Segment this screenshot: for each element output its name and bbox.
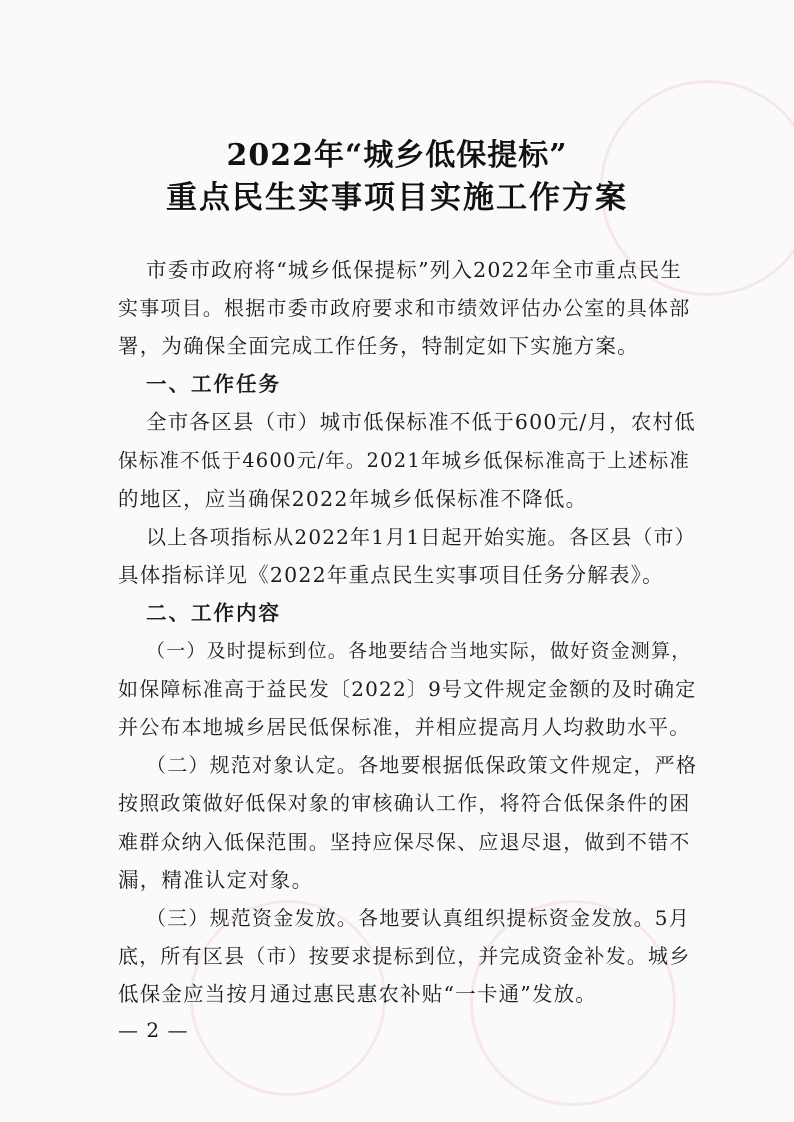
paragraph-line: 市委市政府将“城乡低保提标”列入2022年全市重点民生: [146, 258, 683, 282]
paragraph-line: 署，为确保全面完成工作任务，特制定如下实施方案。: [118, 334, 639, 358]
document-title-line-1: 2022年“城乡低保提标”: [226, 138, 568, 173]
paragraph-line: 全市各区县（市）城市低保标准不低于600元/月，农村低: [146, 410, 696, 434]
document-title-line-2: 重点民生实事项目实施工作方案: [166, 180, 628, 216]
paragraph-line: 并公布本地城乡居民低保标准，并相应提高月人均救助水平。: [118, 715, 691, 739]
paragraph-line: （三）规范资金发放。各地要认真组织提标资金发放。5月: [146, 906, 690, 930]
section-heading: 一、工作任务: [146, 372, 281, 396]
paragraph-line: 按照政策做好低保对象的审核确认工作，将符合低保条件的困: [118, 791, 691, 815]
paragraph-line: 底，所有区县（市）按要求提标到位，并完成资金补发。城乡: [118, 944, 691, 968]
paragraph-line: 实事项目。根据市委市政府要求和市绩效评估办公室的具体部: [118, 296, 691, 320]
paragraph-line: （二）规范对象认定。各地要根据低保政策文件规定，严格: [146, 753, 698, 777]
section-heading: 二、工作内容: [146, 601, 281, 625]
paragraph-line: 的地区，应当确保2022年城乡低保标准不降低。: [118, 487, 588, 511]
paragraph-line: 难群众纳入低保范围。坚持应保尽保、应退尽退，做到不错不: [118, 830, 691, 854]
paragraph-line: 如保障标准高于益民发〔2022〕9号文件规定金额的及时确定: [118, 677, 697, 701]
paragraph-line: 以上各项指标从2022年1月1日起开始实施。各区县（市）: [146, 525, 696, 549]
paragraph-line: 漏，精准认定对象。: [118, 868, 314, 892]
paragraph-line: 保标准不低于4600元/年。2021年城乡低保标准高于上述标准: [118, 449, 691, 472]
page-number: — 2 —: [118, 1018, 189, 1042]
paragraph-line: （一）及时提标到位。各地要结合当地实际，做好资金测算，: [146, 640, 692, 662]
paragraph-line: 具体指标详见《2022年重点民生实事项目任务分解表》。: [118, 563, 664, 587]
paragraph-line: 低保金应当按月通过惠民惠农补贴“一卡通”发放。: [118, 982, 598, 1006]
